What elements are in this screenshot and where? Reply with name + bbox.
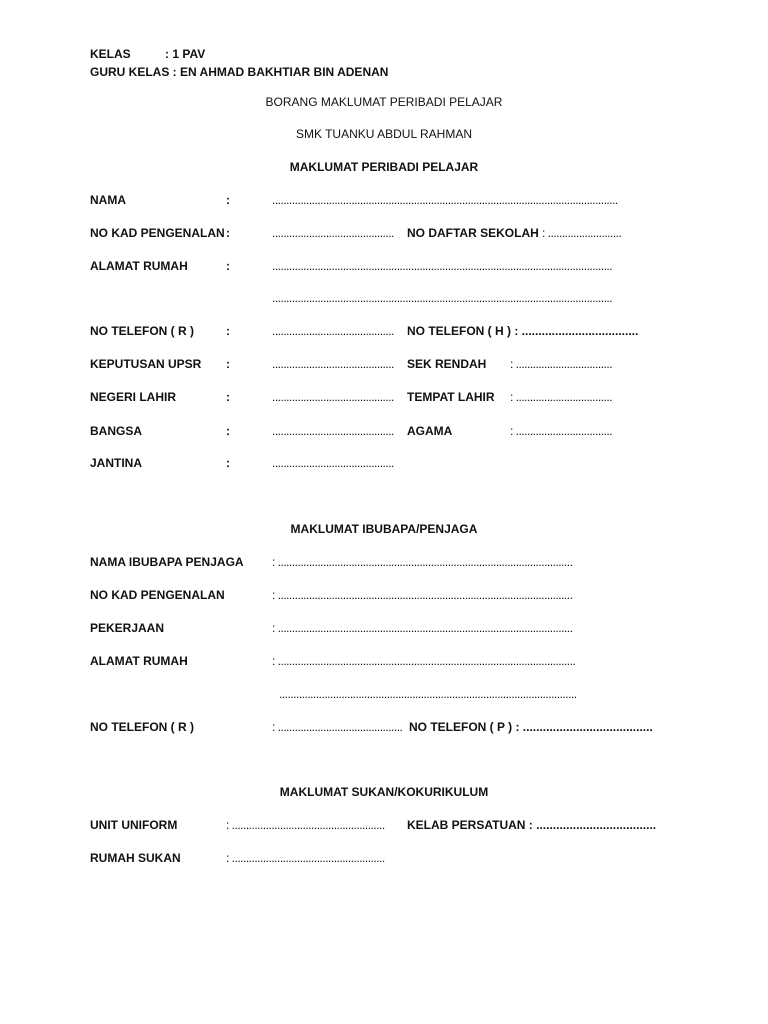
- negeri-lahir-label: NEGERI LAHIR: [90, 390, 177, 404]
- parent-nama-label: NAMA IBUBAPA PENJAGA: [90, 555, 244, 569]
- tel-h-field[interactable]: NO TELEFON ( H ) : ...................................: [407, 324, 639, 338]
- nama-label: NAMA: [90, 193, 126, 207]
- parent-ic-label: NO KAD PENGENALAN: [90, 588, 225, 602]
- rumah-sukan-field[interactable]: : ......................................................: [226, 851, 385, 865]
- parent-nama-field[interactable]: : ........................................................................................................: [272, 555, 573, 569]
- bangsa-field[interactable]: ...........................................: [272, 424, 394, 438]
- parent-alamat-field-1[interactable]: : .........................................................................................................: [272, 654, 576, 668]
- unit-uniform-field[interactable]: : ......................................................: [226, 818, 385, 832]
- parent-ic-field[interactable]: : ........................................................................................................: [272, 588, 573, 602]
- colon: :: [226, 456, 230, 470]
- sports-section-heading: MAKLUMAT SUKAN/KOKURIKULUM: [279, 785, 489, 799]
- kelas-label: KELAS: [90, 47, 131, 61]
- ic-label: NO KAD PENGENALAN: [90, 226, 225, 240]
- agama-label: AGAMA: [407, 424, 453, 438]
- parent-alamat-field-2[interactable]: .........................................................................................................: [279, 687, 577, 701]
- colon: :: [226, 324, 230, 338]
- pekerjaan-label: PEKERJAAN: [90, 621, 165, 635]
- kelab-persatuan-field[interactable]: KELAB PERSATUAN : ....................................: [407, 818, 657, 832]
- colon: :: [226, 424, 230, 438]
- jantina-field[interactable]: ...........................................: [272, 456, 394, 470]
- colon: :: [226, 390, 230, 404]
- student-section-heading: MAKLUMAT PERIBADI PELAJAR: [289, 160, 479, 174]
- agama-field[interactable]: : ..................................: [510, 424, 613, 438]
- rumah-sukan-label: RUMAH SUKAN: [90, 851, 181, 865]
- form-title: BORANG MAKLUMAT PERIBADI PELAJAR: [265, 95, 503, 109]
- negeri-lahir-field[interactable]: ...........................................: [272, 390, 394, 404]
- tempat-lahir-field[interactable]: : ..................................: [510, 390, 613, 404]
- colon: :: [226, 226, 230, 240]
- parent-tel-r-field[interactable]: : ............................................: [272, 720, 403, 734]
- colon: :: [226, 259, 230, 273]
- tel-r-field[interactable]: ...........................................: [272, 324, 394, 338]
- unit-uniform-label: UNIT UNIFORM: [90, 818, 178, 832]
- parent-tel-r-label: NO TELEFON ( R ): [90, 720, 194, 734]
- sek-rendah-label: SEK RENDAH: [407, 357, 487, 371]
- sek-rendah-field[interactable]: : ..................................: [510, 357, 613, 371]
- pekerjaan-field[interactable]: : ........................................................................................................: [272, 621, 573, 635]
- guru-kelas-line: GURU KELAS : EN AHMAD BAKHTIAR BIN ADENAN: [90, 65, 389, 79]
- upsr-label: KEPUTUSAN UPSR: [90, 357, 202, 371]
- alamat-field-1[interactable]: ........................................................................................................................: [272, 259, 613, 273]
- colon: :: [226, 357, 230, 371]
- ic-field[interactable]: ...........................................: [272, 226, 394, 240]
- parent-section-heading: MAKLUMAT IBUBAPA/PENJAGA: [290, 522, 478, 536]
- upsr-field[interactable]: ...........................................: [272, 357, 394, 371]
- tel-r-label: NO TELEFON ( R ): [90, 324, 194, 338]
- jantina-label: JANTINA: [90, 456, 143, 470]
- parent-tel-p-field[interactable]: NO TELEFON ( P ) : .......................................: [409, 720, 653, 734]
- alamat-field-2[interactable]: ........................................................................................................................: [272, 291, 613, 305]
- alamat-label: ALAMAT RUMAH: [90, 259, 188, 273]
- daftar-sekolah-label: NO DAFTAR SEKOLAH: [407, 226, 539, 240]
- colon: :: [226, 193, 230, 207]
- school-name: SMK TUANKU ABDUL RAHMAN: [295, 127, 473, 141]
- nama-field[interactable]: ..........................................................................................................................: [272, 193, 618, 207]
- bangsa-label: BANGSA: [90, 424, 143, 438]
- tempat-lahir-label: TEMPAT LAHIR: [407, 390, 495, 404]
- parent-alamat-label: ALAMAT RUMAH: [90, 654, 188, 668]
- kelas-value: : 1 PAV: [165, 47, 206, 61]
- daftar-sekolah-field[interactable]: : ..........................: [542, 226, 622, 240]
